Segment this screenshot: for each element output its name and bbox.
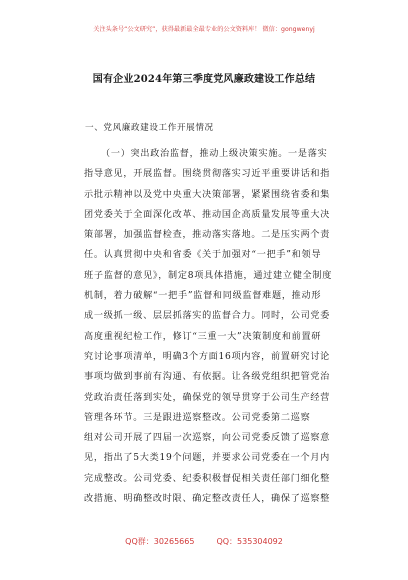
body-line: （一）突出政治监督，推动上级决策实施。一是落实 (101, 149, 328, 159)
body-line: 管理各环节。三是跟进巡察整改。公司党委第二巡察 (84, 412, 311, 423)
body-line: 指导意见，开展监督。围绕贯彻落实习近平重要讲话和指 (84, 169, 331, 180)
body-line: 事项均做到事前有沟通、有依据。让各级党组织把管党治 (84, 372, 331, 383)
footer-qq-group: QQ群：30265665 (125, 537, 195, 546)
body-line: 示批示精神以及党中央重大决策部署，紧紧围绕省委和集 (84, 189, 331, 200)
footer-contact (0, 536, 408, 547)
body-line: 见，指出了5大类19个问题，并要求公司党委在一个月内 (84, 453, 331, 464)
body-line: 策部署，加强监督检查，推动落实落地。二是压实两个责 (84, 230, 331, 241)
body-line: 任。认真贯彻中央和省委《关于加强对“一把手”和领导 (84, 250, 322, 261)
body-line: 究讨论事项清单，明确3个方面16项内容，前置研究讨论 (84, 351, 331, 362)
section-heading: 一、党风廉政建设工作开展情况 (85, 123, 214, 133)
header-banner: 关注头条号“公文研究”，获得最新最全最专业的公文资料库！ 微信：gongwenyj (93, 26, 315, 33)
body-line: 组对公司开展了四届一次巡察，向公司党委反馈了巡察意 (84, 433, 331, 444)
body-line: 成一级抓一级、层层抓落实的监督合力。同时，公司党委 (84, 311, 331, 322)
body-line: 改措施、明确整改时限、确定整改责任人，确保了巡察整 (84, 494, 331, 505)
document-title: 国有企业2024年第三季度党风廉政建设工作总结 (92, 74, 316, 85)
body-line: 党政治责任落到实处，确保党的领导贯穿于公司生产经营 (84, 392, 331, 403)
body-line: 班子监督的意见》，制定8项具体措施，通过建立健全制度 (84, 270, 333, 281)
body-line: 完成整改。公司党委、纪委积极督促相关责任部门细化整 (84, 473, 331, 484)
footer-qq: QQ：535304092 (216, 537, 283, 546)
body-text (84, 144, 346, 509)
body-line: 高度重视纪检工作，修订“三重一大”决策制度和前置研 (84, 331, 322, 342)
body-line: 团党委关于全面深化改革、推动国企高质量发展等重大决 (84, 209, 331, 220)
body-line: 机制，着力破解“一把手”监督和同级监督难题，推动形 (84, 291, 322, 302)
